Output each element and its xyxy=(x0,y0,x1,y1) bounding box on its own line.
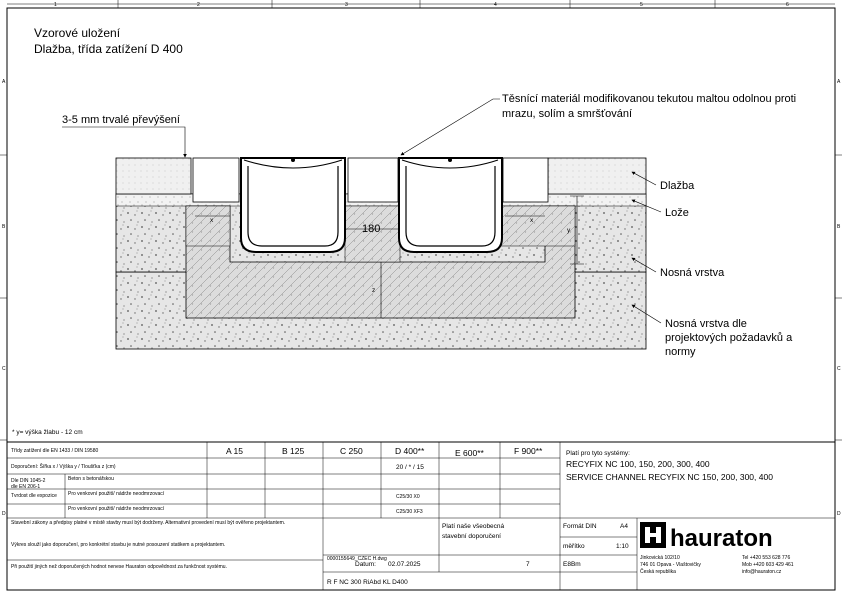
binding-note-2: stavební doporučení xyxy=(442,533,501,540)
notes-2: Výkres slouží jako doporučení, pro konkrétní stavbu je nutné posouzení statikem a projektantem. xyxy=(11,542,226,548)
callout-sealing-2: mrazu, solím a smršťování xyxy=(502,108,633,120)
callout-sealing-1: Těsnící materiál modifikovanou tekutou maltou odolnou proti xyxy=(502,93,797,105)
class-a15: A 15 xyxy=(226,446,244,456)
dim-x-right: x xyxy=(530,217,534,224)
class-c250: C 250 xyxy=(340,446,363,456)
callout-base: Nosná vrstva xyxy=(660,267,725,279)
phone-2: Mob +420 603 429 461 xyxy=(742,562,794,568)
company-logo-text: hauraton xyxy=(670,525,773,552)
cross-section xyxy=(116,158,646,349)
valid-for: Platí pro tyto systémy: xyxy=(566,450,630,457)
address-2: 746 01 Opava - Vlaštovičky xyxy=(640,562,701,568)
grid-col-2: 2 xyxy=(197,2,200,8)
page-number: 7 xyxy=(526,561,530,568)
concrete-exp: Tvrdost dle expozice xyxy=(11,493,57,499)
file-name-visible: 0000155649_CZEC H.dwg xyxy=(327,556,387,562)
notes-3: Při použití jiných než doporučených hodnot nenese Hauraton odpovědnost za funkčnost systému. xyxy=(11,564,227,570)
grid-col-4: 4 xyxy=(494,2,497,8)
paving-left xyxy=(116,158,191,194)
drainage-channel-2 xyxy=(399,158,502,252)
grid-row-b-left: B xyxy=(2,224,6,230)
grid-row-d-right: D xyxy=(837,511,841,517)
callout-subbase-2: projektových požadavků a xyxy=(665,332,793,344)
callout-bed: Lože xyxy=(665,207,689,219)
date-label: Datum: xyxy=(355,561,376,568)
drawing-title-line1: Vzorové uložení xyxy=(34,26,121,40)
scale-value: 1:10 xyxy=(616,543,629,550)
dim-x-left: x xyxy=(210,217,214,224)
phone-1: Tel +420 553 628 776 xyxy=(742,555,791,561)
drawing-title-line2: Dlažba, třída zatížení D 400 xyxy=(34,42,183,56)
class-header: Třídy zatížení dle EN 1433 / DIN 19580 xyxy=(11,448,99,454)
paving-right xyxy=(548,158,646,194)
email: info@hauraton.cz xyxy=(742,569,782,575)
notes-1: Stavební zákony a předpisy platné v místě stavby musí být dodrženy. Alternativní provedení musí být ověřeno projektantem. xyxy=(11,520,286,526)
address-3: Česká republika xyxy=(640,569,676,575)
dim-width-180: 180 xyxy=(362,223,381,235)
date-value: 02.07.2025 xyxy=(388,561,421,568)
system-1: RECYFIX NC 100, 150, 200, 300, 400 xyxy=(566,459,710,469)
scale-label: měřítko xyxy=(563,543,585,550)
grid-row-d-left: D xyxy=(2,511,6,517)
hauraton-logo-icon xyxy=(640,522,666,548)
grid-row-a-right: A xyxy=(837,79,841,85)
class-f900: F 900** xyxy=(514,446,543,456)
footnote: * y= výška žlabu - 12 cm xyxy=(12,429,83,436)
grid-col-5: 5 xyxy=(640,2,643,8)
format-value: A4 xyxy=(620,523,628,530)
grid-row-a-left: A xyxy=(2,79,6,85)
callout-paving: Dlažba xyxy=(660,180,695,192)
callout-subbase-1: Nosná vrstva dle xyxy=(665,318,747,330)
paver-2 xyxy=(348,158,398,202)
callout-subbase-3: normy xyxy=(665,346,696,358)
class-b125: B 125 xyxy=(282,446,305,456)
concrete-outdoor: Pro venkovní použití/ nádrže neodmrzovací xyxy=(68,491,165,497)
concrete-note: Beton s betonářskou xyxy=(68,476,114,482)
paver-1 xyxy=(193,158,239,202)
grid-row-b-right: B xyxy=(837,224,841,230)
title-block xyxy=(7,442,835,590)
grid-col-3: 3 xyxy=(345,2,348,8)
dim-z: z xyxy=(372,287,376,294)
grid-col-6: 6 xyxy=(786,2,789,8)
grid-row-c-left: C xyxy=(2,366,6,372)
dim-y: y xyxy=(567,227,571,234)
concrete-label-1: Dle DIN 1045-2 xyxy=(11,478,46,484)
binding-note-1: Platí naše všeobecná xyxy=(442,523,505,530)
format-label: Formát DIN xyxy=(563,523,597,530)
row-dims-value: 20 / * / 15 xyxy=(396,464,424,471)
class-d400: D 400** xyxy=(395,446,425,456)
grid-row-c-right: C xyxy=(837,366,841,372)
grid-col-1: 1 xyxy=(54,2,57,8)
drainage-channel-1 xyxy=(241,158,345,252)
row-dims-label: Doporučení: Šířka x / Výška y / Tloušťka z (cm) xyxy=(11,464,116,470)
concrete-outdoor-2: Pro venkovní použití/ nádrže neodmrzovací xyxy=(68,506,165,512)
callout-elevation: 3-5 mm trvalé převýšení xyxy=(62,114,180,126)
ref-code: R F NC 300 RiAbd KL D400 xyxy=(327,579,408,586)
val-c2530xf: C25/30 XF3 xyxy=(396,509,423,515)
class-e600: E 600** xyxy=(455,448,484,458)
val-c2530: C25/30 X0 xyxy=(396,494,420,500)
system-2: SERVICE CHANNEL RECYFIX NC 150, 200, 300, 400 xyxy=(566,472,773,482)
paver-3 xyxy=(503,158,548,202)
sheet-code: E8Bm xyxy=(563,561,581,568)
address-1: Jinkovická 102/10 xyxy=(640,555,680,561)
concrete-label-2: dle EN 206-1 xyxy=(11,484,41,490)
